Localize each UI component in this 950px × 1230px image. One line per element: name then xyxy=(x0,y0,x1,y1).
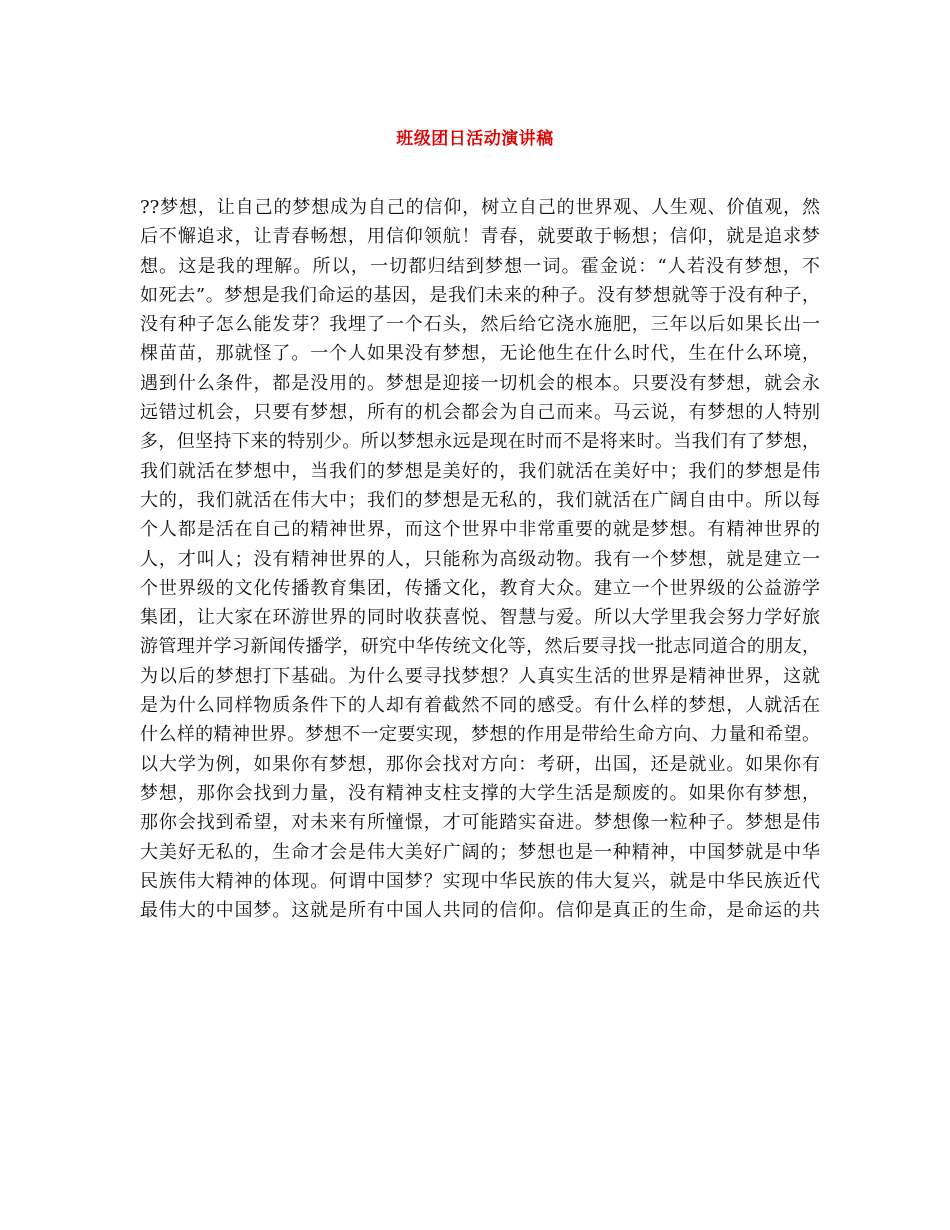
body-line: 多，但坚持下来的特别少。所以梦想永远是现在时而不是将来时。当我们有了梦想， xyxy=(140,431,820,453)
body-line: 我们就活在梦想中，当我们的梦想是美好的，我们就活在美好中；我们的梦想是伟 xyxy=(140,460,820,482)
body-line: 后不懈追求，让青春畅想，用信仰领航！青春，就要敢于畅想；信仰，就是追求梦 xyxy=(140,226,820,248)
body-line: 想。这是我的理解。所以，一切都归结到梦想一词。霍金说：“人若没有梦想，不 xyxy=(140,255,820,277)
body-line: 以大学为例，如果你有梦想，那你会找对方向：考研，出国，还是就业。如果你有 xyxy=(140,753,820,775)
body-line: 人，才叫人；没有精神世界的人，只能称为高级动物。我有一个梦想，就是建立一 xyxy=(140,548,820,570)
body-line: 最伟大的中国梦。这就是所有中国人共同的信仰。信仰是真正的生命，是命运的共 xyxy=(140,900,820,922)
body-line: 远错过机会，只要有梦想，所有的机会都会为自己而来。马云说，有梦想的人特别 xyxy=(140,402,820,424)
body-line: 大美好无私的，生命才会是伟大美好广阔的；梦想也是一种精神，中国梦就是中华 xyxy=(140,841,820,863)
body-line: 民族伟大精神的体现。何谓中国梦？实现中华民族的伟大复兴，就是中华民族近代 xyxy=(140,870,820,892)
body-line: 什么样的精神世界。梦想不一定要实现，梦想的作用是带给生命方向、力量和希望。 xyxy=(140,724,820,746)
body-line: 集团，让大家在环游世界的同时收获喜悦、智慧与爱。所以大学里我会努力学好旅 xyxy=(140,607,820,629)
body-line: 个人都是活在自己的精神世界，而这个世界中非常重要的就是梦想。有精神世界的 xyxy=(140,519,820,541)
body-line: 棵苗苗，那就怪了。一个人如果没有梦想，无论他生在什么时代，生在什么环境， xyxy=(140,343,820,365)
body-line: 遇到什么条件，都是没用的。梦想是迎接一切机会的根本。只要没有梦想，就会永 xyxy=(140,372,820,394)
body-line: 那你会找到希望，对未来有所憧憬，才可能踏实奋进。梦想像一粒种子。梦想是伟 xyxy=(140,812,820,834)
document-title: 班级团日活动演讲稿 xyxy=(396,129,554,149)
body-line: 游管理并学习新闻传播学，研究中华传统文化等，然后要寻找一批志同道合的朋友， xyxy=(140,636,820,658)
body-line: 梦想，那你会找到力量，没有精神支柱支撑的大学生活是颓废的。如果你有梦想， xyxy=(140,782,820,804)
body-line: 大的，我们就活在伟大中；我们的梦想是无私的，我们就活在广阔自由中。所以每 xyxy=(140,489,820,511)
body-line: 没有种子怎么能发芽？我埋了一个石头，然后给它浇水施肥，三年以后如果长出一 xyxy=(140,314,820,336)
body-line: ??梦想，让自己的梦想成为自己的信仰，树立自己的世界观、人生观、价值观，然 xyxy=(140,197,820,218)
body-line: 为以后的梦想打下基础。为什么要寻找梦想？人真实生活的世界是精神世界，这就 xyxy=(140,665,820,687)
document-body xyxy=(140,193,820,925)
body-line: 如死去”。梦想是我们命运的基因，是我们未来的种子。没有梦想就等于没有种子， xyxy=(140,284,820,306)
body-line: 是为什么同样物质条件下的人却有着截然不同的感受。有什么样的梦想，人就活在 xyxy=(140,695,820,717)
body-line: 个世界级的文化传播教育集团，传播文化，教育大众。建立一个世界级的公益游学 xyxy=(140,577,820,599)
